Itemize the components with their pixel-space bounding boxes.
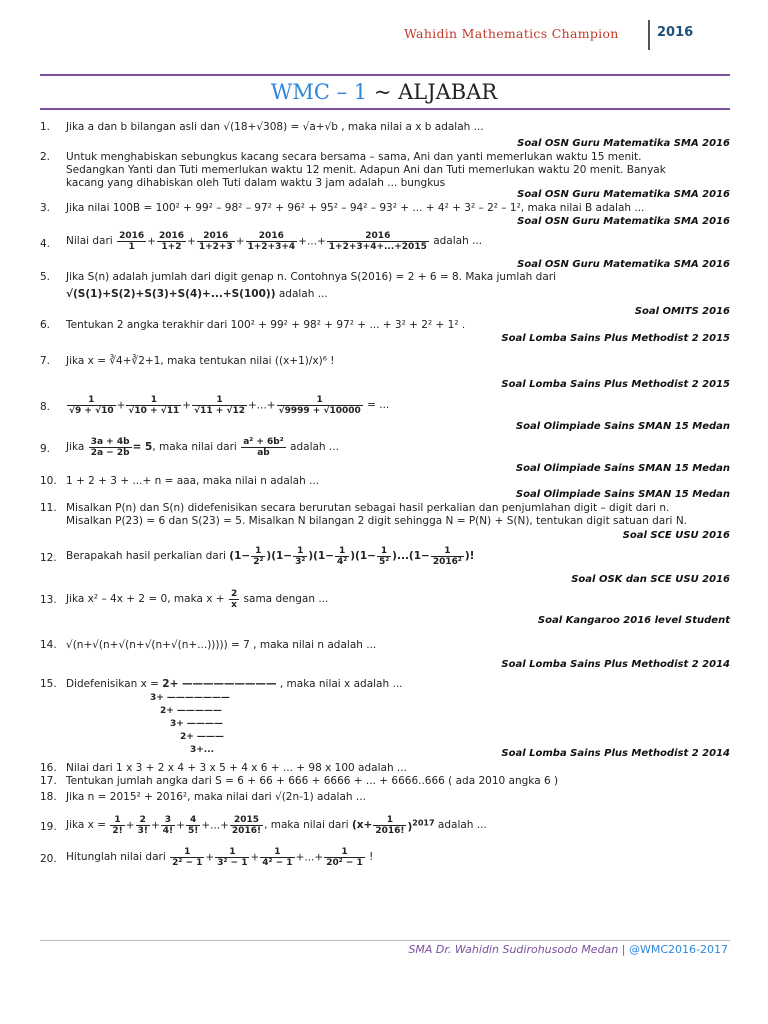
source-13: Soal Kangaroo 2016 level Student	[537, 615, 730, 626]
source-3: Soal OSN Guru Matematika SMA 2016	[517, 216, 730, 227]
source-12: Soal OSK dan SCE USU 2016	[571, 574, 730, 585]
source-4: Soal OSN Guru Matematika SMA 2016	[517, 259, 730, 270]
source-10: Soal Olimpiade Sains SMAN 15 Medan	[515, 489, 730, 500]
source-5: Soal OMITS 2016	[634, 306, 730, 317]
footer-tag: @WMC2016-2017	[628, 943, 728, 956]
problem-2-line2: Sedangkan Yanti dan Tuti memerlukan waktu 12 menit. Adapun Ani dan Tuti memerlukan waktu 20 menit. Banyak	[66, 164, 666, 176]
source-2: Soal OSN Guru Matematika SMA 2016	[517, 189, 730, 200]
problem-11-line2: Misalkan P(23) = 6 dan S(23) = 5. Misalkan N bilangan 2 digit sehingga N = P(N) + S(N), tentukan digit satuan dari N.	[66, 515, 688, 527]
source-7: Soal Lomba Sains Plus Methodist 2 2015	[501, 379, 730, 390]
fraction: $\frac{2016}{1}$	[119, 231, 145, 252]
source-9: Soal Olimpiade Sains SMAN 15 Medan	[515, 463, 730, 474]
footer: SMA Dr. Wahidin Sudirohusodo Medan | @WMC2016-2017	[408, 943, 728, 956]
header-text: Wahidin Mathematics Champion	[404, 26, 619, 41]
header-year: 2016	[657, 25, 694, 40]
source-6: Soal Lomba Sains Plus Methodist 2 2015	[501, 333, 730, 344]
sqrt-expression: √(S(1)+S(2)+S(3)+S(4)+...+S(100))	[66, 288, 276, 300]
source-15: Soal Lomba Sains Plus Methodist 2 2014	[501, 748, 730, 759]
problem-2-line3: kacang yang dihabiskan oleh Tuti dalam waktu 3 jam adalah ... bungkus	[66, 177, 446, 189]
problem-list: 1. Jika a dan b bilangan asli dan √(18+√308) = √a+√b , maka nilai a x b adalah ... Soal OSN Guru Matematika SMA 2016 2. Untuk menghabiskan sebungkus kacang secara bersama – sama, Ani dan yanti memerlukan waktu 15 menit. Sedangkan Yanti dan Tuti memerlukan waktu 12 menit. Adapun Ani dan Tuti memerlukan waktu 20 menit. Banyak kacang yang dihabiskan oleh Tuti dalam waktu 3 jam adalah ... bungkus Soal OSN Guru Matematika SMA 2016 3. Jika nilai 100B = 100² + 99² – 98² – 97² + 96² + 95² – 94² – 93² + ... + 4² + 3² – 2² – 1², maka nilai B adalah ... Soal OSN Guru Matematika SMA 2016 4. Nilai dari $\frac{2016}{1}$ + $\frac{2016}{1+2}$ + $\frac{2016}{1+2+3}$ + $\frac{2016}{1+2+3+4}$ +...+ $\frac{2016}{1+2+3+4+...+2015}$ adalah ... Soal OSN Guru Matematika SMA 2016 5. Jika S(n) adalah jumlah dari digit genap n. Contohnya S(2016) = 2 + 6 = 8. Maka jumlah dari √(S(1)+S(2)+S(3)+S(4)+...+S(100)) adalah ... Soal OMITS 2016 6. Tentukan 2 angka terakhir dari 100² + 99² + 98² + 97² + ... + 3² + 2² + 1² . Soal Lomba Sains Plus Methodist 2 2015 7. Jika x = ∛4+∛2+1, maka tentukan nilai ((x+1)/x)⁶ ! Soal Lomba Sains Plus Methodist 2 2015 8. $\frac{1}{√9 + √10}$ + $\frac{1}{√10 + √11}$ + $\frac{1}{√11 + √12}$ +...+ $\frac{1}{√9999 + √10000}$ = ... Soal Olimpiade Sains SMAN 15 Medan 9. Jika $\frac{3a + 4b}{2a - 2b}$ = 5, maka nilai dari $\frac{\text{a² + 6b²}}{ab}$ adalah ... Soal Olimpiade Sains SMAN 15 Medan 10. 1 + 2 + 3 + ...+ n = aaa, maka nilai n adalah ... Soal Olimpiade Sains SMAN 15 Medan 11. Misalkan P(n) dan S(n) didefenisikan secara berurutan sebagai hasil perkalian dan penjumlahan digit – digit dari n. Misalkan P(23) = 6 dan S(23) = 5. Misalkan N bilangan 2 digit sehingga N = P(N) + S(N), tentukan digit satuan dari N. Soal SCE USU 2016 12. Berapakah hasil perkalian dari (1− $\frac{1}{\text{2²}}$ )(1− $\frac{1}{\text{3²}}$ )(1− $\frac{1}{\text{4²}}$ )(1− $\frac{1}{\text{5²}}$ )...(1− $\frac{1}{\text{2016²}}$ )! Soal OSK dan SCE USU 2016 13. Jika x² – 4x + 2 = 0, maka x + $\frac{2}{x}$ sama dengan ... Soal Kangaroo 2016 level Student 14. √(n+√(n+√(n+√(n+√(n+...))))) = 7 , maka nilai n adalah ... Soal Lomba Sains Plus Methodist 2 2014 15. Didefenisikan x = 2+ ————————— , maka nilai x adalah ... 3+ ——————— 2+ ————— 3+ ———— 2+ ——— 3+... Soal Lomba Sains Plus Methodist 2 2014 16. Nilai dari 1 x 3 + 2 x 4 + 3 x 5 + 4 x 6 + ... + 98 x 100 adalah ... 17. Tentukan jumlah angka dari S = 6 + 66 + 666 + 6666 + ... + 6666..666 ( ada 2010 angka 6 ) 18. Jika n = 2015² + 2016², maka nilai dari √(2n-1) adalah ... 19. Jika x = $\frac{1}{2!}$ + $\frac{2}{3!}$ + $\frac{3}{4!}$ + $\frac{4}{5!}$ +...+ $\frac{2015}{2016!}$ , maka nilai dari (x+ $\frac{1}{2016!}$ )$^{2017}$ adalah ... 20. Hitunglah nilai dari $\frac{1}{\text{2² − 1}}$ + $\frac{1}{\text{3² − 1}}$ + $\frac{1}{\text{4² − 1}}$ +...+ $\frac{1}{\text{20² − 1}}$ !	[40, 121, 730, 868]
source-14: Soal Lomba Sains Plus Methodist 2 2014	[501, 659, 730, 670]
source-8: Soal Olimpiade Sains SMAN 15 Medan	[515, 421, 730, 432]
page-title: WMC – 1 ~ ALJABAR	[270, 80, 498, 104]
source-1: Soal OSN Guru Matematika SMA 2016	[517, 138, 730, 149]
source-11: Soal SCE USU 2016	[622, 530, 730, 541]
footer-line	[40, 940, 730, 941]
